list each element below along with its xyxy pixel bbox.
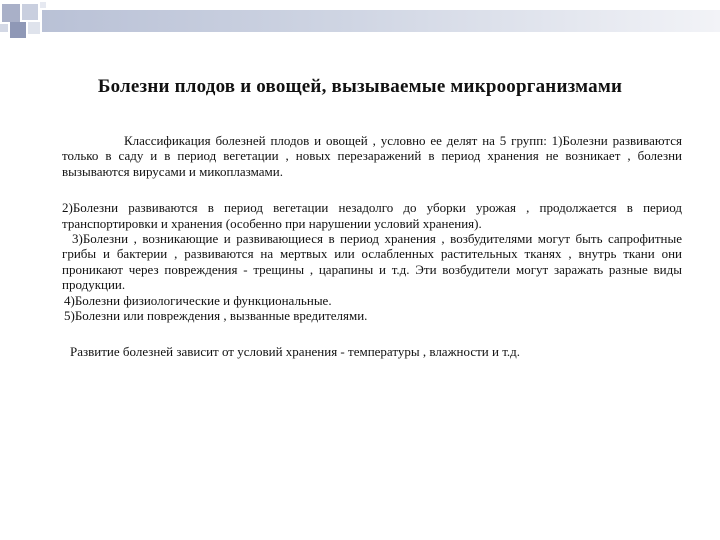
decor-square xyxy=(40,2,46,8)
paragraph-conclusion: Развитие болезней зависит от условий хранения - температуры , влажности и т.д. xyxy=(70,344,521,360)
paragraph-classification: Классификация болезней плодов и овощей , условно ее делят на 5 групп: 1)Болезни развиваются только в саду и в период вегетации , новых перезаражений в период хранения не возникает , болезни вызываются вирусами и микоплазмами. xyxy=(62,133,682,179)
slide-body xyxy=(62,133,682,360)
paragraph-group-4: 4)Болезни физиологические и функциональные. xyxy=(64,292,332,308)
decor-square xyxy=(0,24,8,32)
paragraph-group-3: 3)Болезни , возникающие и развивающиеся в период хранения , возбудителями могут быть сапрофитные грибы и бактерии , развиваются на мертвых или ослабленных растительных тканях , внутрь ткани они проникают через повреждения - трещины , царапины и т.д. Эти возбудители могут заражать разные виды продукции. xyxy=(62,231,682,293)
paragraph-group-5: 5)Болезни или повреждения , вызванные вредителями. xyxy=(64,308,368,324)
decor-square xyxy=(28,22,40,34)
slide-title: Болезни плодов и овощей, вызываемые микроорганизмами xyxy=(97,76,623,97)
decor-square xyxy=(10,22,26,38)
header-decoration xyxy=(0,0,720,40)
decor-square xyxy=(22,4,38,20)
gradient-band xyxy=(42,10,720,32)
decor-square xyxy=(2,4,20,22)
paragraph-group-2: 2)Болезни развиваются в период вегетации незадолго до уборки урожая , продолжается в период транспортировки и хранения (особенно при нарушении условий хранения). xyxy=(62,200,682,231)
